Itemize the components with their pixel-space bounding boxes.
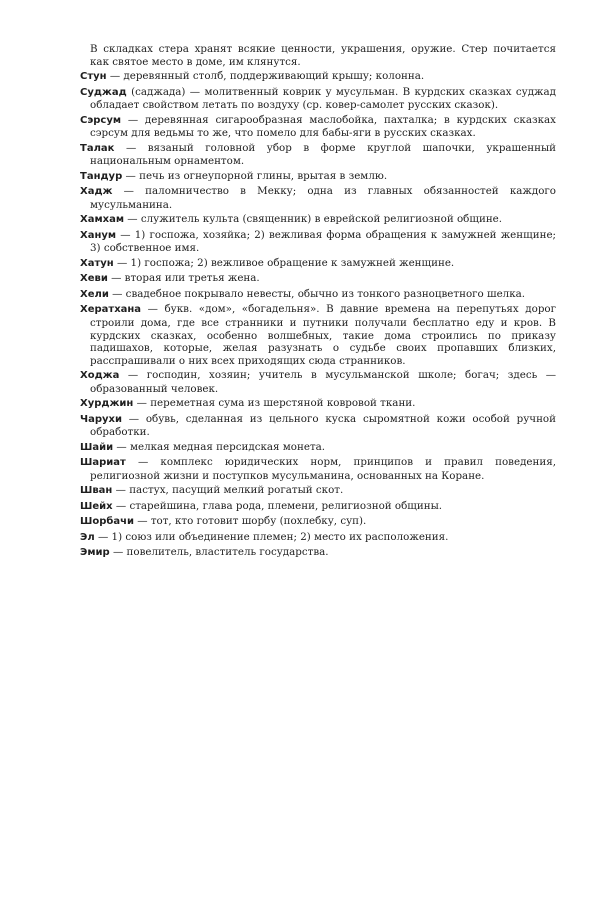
glossary-definition: 1) госпожа, хозяйка; 2) вежливая форма обращения к замужней женщине; 3) собственное имя. — [90, 228, 557, 255]
glossary-definition: служитель культа (священник) в еврейской религиозной общине. — [140, 213, 503, 226]
glossary-entry — [80, 86, 556, 112]
glossary-term: Хурджин — [80, 398, 134, 410]
glossary-entry: Эл — 1) союз или объединение племен; 2) место их расположения. — [80, 530, 449, 543]
glossary-definition: старейшина, глава рода, племени, религиозной общины. — [129, 499, 443, 512]
glossary-definition: повелитель, властитель государства. — [126, 546, 329, 559]
glossary-definition: переметная сума из шерстяной ковровой ткани. — [150, 397, 416, 410]
glossary-entry: Хеви — вторая или третья жена. — [80, 272, 260, 285]
glossary-definition: букв. «дом», «богадельня». В давние времена на перепутьях дорог строили дома, где все странники и путники получали бесплатно еду и кров. В курдских сказках, особенно волшебных, такие дома строились по приказу падишахов, которые, желая разузнать о судьбе своих пропавших близких, расспрашивали о них всех приходящих сюда странников. — [90, 303, 557, 367]
glossary-entry: Шван — пастух, пасущий мелкий рогатый скот. — [80, 484, 344, 497]
glossary-definition: вязаный головной убор в форме круглой шапочки, украшенный национальным орнаментом. — [90, 141, 557, 168]
glossary-term: Суджад — [80, 86, 127, 98]
glossary-term: Чарухи — [80, 413, 122, 425]
glossary-term: Шейх — [80, 500, 113, 512]
glossary-definition: 1) союз или объединение племен; 2) место их расположения. — [111, 530, 449, 543]
glossary-entry: Хатун — 1) госпожа; 2) вежливое обращение к замужней женщине. — [80, 256, 455, 269]
glossary-term: Ходжа — [80, 370, 120, 382]
glossary-entry: Ханум — 1) госпожа, хозяйка; 2) вежливая форма обращения к замужней женщине; 3) собственное имя. — [80, 228, 557, 255]
glossary-term: Хератхана — [80, 304, 142, 316]
glossary-definition: тот, кто готовит шорбу (похлебку, суп). — [150, 515, 367, 528]
glossary-entry: Хератхана — букв. «дом», «богадельня». В давние времена на перепутьях дорог строили дома, где все странники и путники получали бесплатно еду и кров. В курдских сказках, особенно волшебных, такие дома строились по приказу падишахов, которые, желая разузнать о судьбе своих пропавших близких, расспрашивали о них всех приходящих сюда странников. — [80, 303, 557, 367]
glossary-definition: печь из огнеупорной глины, врытая в землю. — [139, 169, 388, 182]
glossary-term: Хели — [80, 288, 109, 300]
glossary-entry: Хамхам — служитель культа (священник) в еврейской религиозной общине. — [80, 213, 503, 226]
glossary-definition: мелкая медная персидская монета. — [129, 440, 326, 453]
glossary-definition: свадебное покрывало невесты, обычно из тонкого разноцветного шелка. — [125, 287, 526, 300]
glossary-continuation: В складках стера хранят всякие ценности, украшения, оружие. Стер почитается как святое место в доме, им клянутся. — [90, 43, 556, 68]
glossary-definition: обувь, сделанная из цельного куска сыромятной кожи особой ручной обработки. — [90, 412, 556, 439]
glossary-term: Сэрсум — [80, 114, 122, 126]
glossary-entry: Талак — вязаный головной убор в форме круглой шапочки, украшенный национальным орнаментом. — [80, 141, 557, 168]
glossary-entry: Эмир — повелитель, властитель государства. — [80, 546, 329, 559]
glossary-term: Стун — [80, 71, 107, 83]
glossary-term: Хадж — [80, 186, 113, 198]
glossary-term: Хатун — [80, 257, 114, 269]
glossary-entry: Шариат — комплекс юридических норм, принципов и правил поведения, религиозной жизни и поступков мусульманина, основанных на Коране. — [80, 456, 556, 482]
glossary-term: Шариат — [80, 457, 126, 469]
glossary-entry: Хурджин — переметная сума из шерстяной ковровой ткани. — [80, 397, 416, 410]
glossary-definition: 1) госпожа; 2) вежливое обращение к замужней женщине. — [130, 256, 455, 269]
glossary-term: Талак — [80, 142, 115, 154]
glossary-term: Хамхам — [80, 214, 125, 226]
glossary-term: Шорбачи — [80, 516, 134, 528]
glossary-entry: Шайи — мелкая медная персидская монета. — [80, 440, 326, 453]
glossary-entry: Шейх — старейшина, глава рода, племени, религиозной общины. — [80, 499, 443, 512]
glossary-entry: Тандур — печь из огнеупорной глины, врытая в землю. — [80, 169, 388, 182]
glossary-term: Шван — [80, 485, 113, 497]
glossary-term: Эмир — [80, 547, 110, 559]
glossary-definition: деревянная сигарообразная маслобойка, пахталка; в курдских сказках сэрсум для ведьмы то же, что помело для бабы-яги в русских сказках. — [90, 113, 556, 140]
glossary-term: Эл — [80, 531, 95, 543]
glossary-definition: вторая или третья жена. — [124, 272, 260, 285]
glossary-definition: комплекс юридических норм, принципов и правил поведения, религиозной жизни и поступков мусульманина, основанных на Коране. — [90, 456, 556, 482]
glossary-entry: Хадж — паломничество в Мекку; одна из главных обязанностей каждого мусульманина. — [80, 185, 557, 211]
glossary-entry: Чарухи — обувь, сделанная из цельного куска сыромятной кожи особой ручной обработки. — [80, 412, 556, 439]
glossary-page — [80, 43, 556, 562]
glossary-entry: Ходжа — господин, хозяин; учитель в мусульманской школе; богач; здесь — образованный человек. — [80, 369, 557, 395]
glossary-term: Ханум — [80, 229, 117, 241]
glossary-entry: Шорбачи — тот, кто готовит шорбу (похлебку, суп). — [80, 515, 367, 528]
glossary-term: Шайи — [80, 441, 114, 453]
glossary-entry: Хели — свадебное покрывало невесты, обычно из тонкого разноцветного шелка. — [80, 287, 526, 300]
glossary-definition: пастух, пасущий мелкий рогатый скот. — [129, 484, 344, 497]
glossary-definition: господин, хозяин; учитель в мусульманской школе; богач; здесь — образованный человек. — [90, 369, 557, 395]
glossary-term: Тандур — [80, 170, 123, 182]
glossary-definition: паломничество в Мекку; одна из главных обязанностей каждого мусульманина. — [90, 185, 557, 211]
glossary-term: Хеви — [80, 273, 108, 285]
glossary-definition: (саджада) — молитвенный коврик у мусульман. В курдских сказках суджад обладает свойством летать по воздуху (ср. ковер-самолет русских сказок). — [90, 85, 556, 112]
glossary-definition: деревянный столб, поддерживающий крышу; колонна. — [123, 70, 425, 83]
glossary-entry: Сэрсум — деревянная сигарообразная маслобойка, пахталка; в курдских сказках сэрсум для ведьмы то же, что помело для бабы-яги в русских сказках. — [80, 113, 556, 140]
glossary-entry: Стун — деревянный столб, поддерживающий крышу; колонна. — [80, 70, 425, 83]
